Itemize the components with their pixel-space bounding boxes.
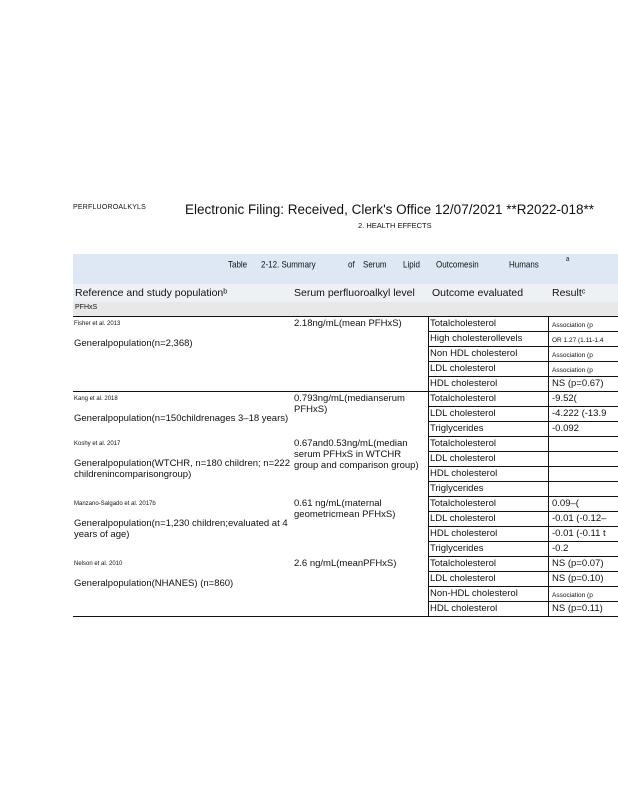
outcome-row-rule [428,376,618,377]
result-cell: Association (p [552,367,593,374]
result-cell: OR 1.27 (1.11-1.4 [552,337,604,344]
column-rule [428,556,429,616]
outcome-cell: LDL cholesterol [430,453,496,464]
serum-level: 2.6 ng/mL(meanPFHxS) [294,558,397,569]
outcome-row-rule [428,526,618,527]
title-footnote: a [566,256,570,264]
outcome-cell: Totalcholesterol [430,558,497,569]
outcome-cell: Non-HDL cholesterol [430,588,518,599]
study-rule [428,496,618,497]
column-header-result: Resultᶜ [552,287,586,299]
study-reference: Nelson et al. 2010 [74,561,123,567]
subgroup-row [73,302,618,316]
result-cell: NS (p=0.67) [552,378,604,389]
column-rule [428,316,429,391]
outcome-row-rule [428,511,618,512]
filing-stamp: Electronic Filing: Received, Clerk's Office 12/07/2021 **R2022-018** [185,202,595,217]
outcome-row-rule [428,571,618,572]
result-cell: -9.52( [552,393,577,404]
column-header-reference: Reference and study populationᵇ [75,287,228,299]
result-cell: -0.01 (-0.11 t [552,528,606,539]
study-rule [73,616,618,617]
study-reference: Koshy et al. 2017 [74,441,121,447]
result-cell: -0.01 (-0.12– [552,513,607,524]
outcome-cell: Totalcholesterol [430,318,497,329]
table-top-rule [73,316,618,317]
section-title: 2. HEALTH EFFECTS [358,221,432,230]
result-cell: -0.2 [552,543,569,554]
outcome-cell: Triglycerides [430,423,484,434]
column-header-level: Serum perfluoroalkyl level [294,287,415,299]
study-population: Generalpopulation(n=150childrenages 3–18 years) [74,413,289,424]
title-part: of [348,259,355,270]
outcome-cell: HDL cholesterol [430,528,498,539]
outcome-row-rule [428,361,618,362]
title-part: Table [228,259,248,270]
outcome-row-rule [428,586,618,587]
study-reference: Fisher et al. 2013 [74,321,121,327]
outcome-row-rule [428,421,618,422]
column-rule [548,436,549,496]
result-cell: NS (p=0.07) [552,558,604,569]
study-rule [428,556,618,557]
title-part: Humans [509,259,539,270]
title-part: Outcomesin [436,259,479,270]
result-cell: -0.092 [552,423,579,434]
title-part: Lipid [403,259,420,270]
result-cell: NS (p=0.11) [552,603,603,614]
subgroup-label: PFHxS [75,304,98,311]
outcome-cell: Totalcholesterol [430,393,497,404]
result-cell: -4.222 (-13.9 [552,408,607,419]
outcome-cell: Totalcholesterol [430,498,497,509]
serum-level: 0.67and0.53ng/mL(median serum PFHxS in WTCHR group and comparison group) [294,438,419,471]
column-rule [548,556,549,616]
outcome-cell: HDL cholesterol [430,603,498,614]
column-rule [428,496,429,556]
outcome-cell: HDL cholesterol [430,378,498,389]
column-header-row [73,284,618,302]
column-rule [548,391,549,436]
outcome-row-rule [428,331,618,332]
result-cell: NS (p=0.10) [552,573,604,584]
outcome-cell: LDL cholesterol [430,363,496,374]
outcome-row-rule [428,451,618,452]
result-cell: Association (p [552,352,593,359]
study-population: Generalpopulation(WTCHR, n=180 children; n=222 childrenincomparisongroup) [74,458,290,480]
column-rule [548,316,549,391]
result-cell: 0.09–( [552,498,579,509]
outcome-cell: LDL cholesterol [430,408,496,419]
study-population: Generalpopulation(NHANES) (n=860) [74,578,234,589]
study-reference: Manzano-Salgado et al. 2017b [74,501,156,507]
outcome-row-rule [428,601,618,602]
study-rule [73,391,618,392]
study-population: Generalpopulation(n=1,230 children;evaluated at 4 years of age) [74,518,288,540]
outcome-row-rule [428,541,618,542]
outcome-cell: High cholesterollevels [430,333,523,344]
title-part: 2-12. Summary [261,259,316,270]
table-title [73,254,618,284]
serum-level: 0.793ng/mL(medianserum PFHxS) [294,393,405,415]
result-cell: Association (p [552,592,593,599]
result-cell: Association (p [552,322,593,329]
serum-level: 0.61 ng/mL(maternal geometricmean PFHxS) [294,498,396,520]
column-rule [428,391,429,436]
column-rule [548,496,549,556]
title-part: Serum [363,259,387,270]
outcome-cell: LDL cholesterol [430,573,496,584]
study-rule [428,436,618,437]
study-reference: Kang et al. 2018 [74,396,118,402]
outcome-cell: Non HDL cholesterol [430,348,518,359]
outcome-cell: LDL cholesterol [430,513,496,524]
outcome-cell: Triglycerides [430,483,484,494]
outcome-row-rule [428,466,618,467]
outcome-cell: Totalcholesterol [430,438,497,449]
study-population: Generalpopulation(n=2,368) [74,338,193,349]
outcome-row-rule [428,481,618,482]
column-rule [428,436,429,496]
outcome-row-rule [428,346,618,347]
outcome-row-rule [428,406,618,407]
outcome-cell: HDL cholesterol [430,468,498,479]
column-header-outcome: Outcome evaluated [432,287,524,299]
running-header: PERFLUOROALKYLS [73,204,147,211]
serum-level: 2.18ng/mL(mean PFHxS) [294,318,402,329]
outcome-cell: Triglycerides [430,543,484,554]
